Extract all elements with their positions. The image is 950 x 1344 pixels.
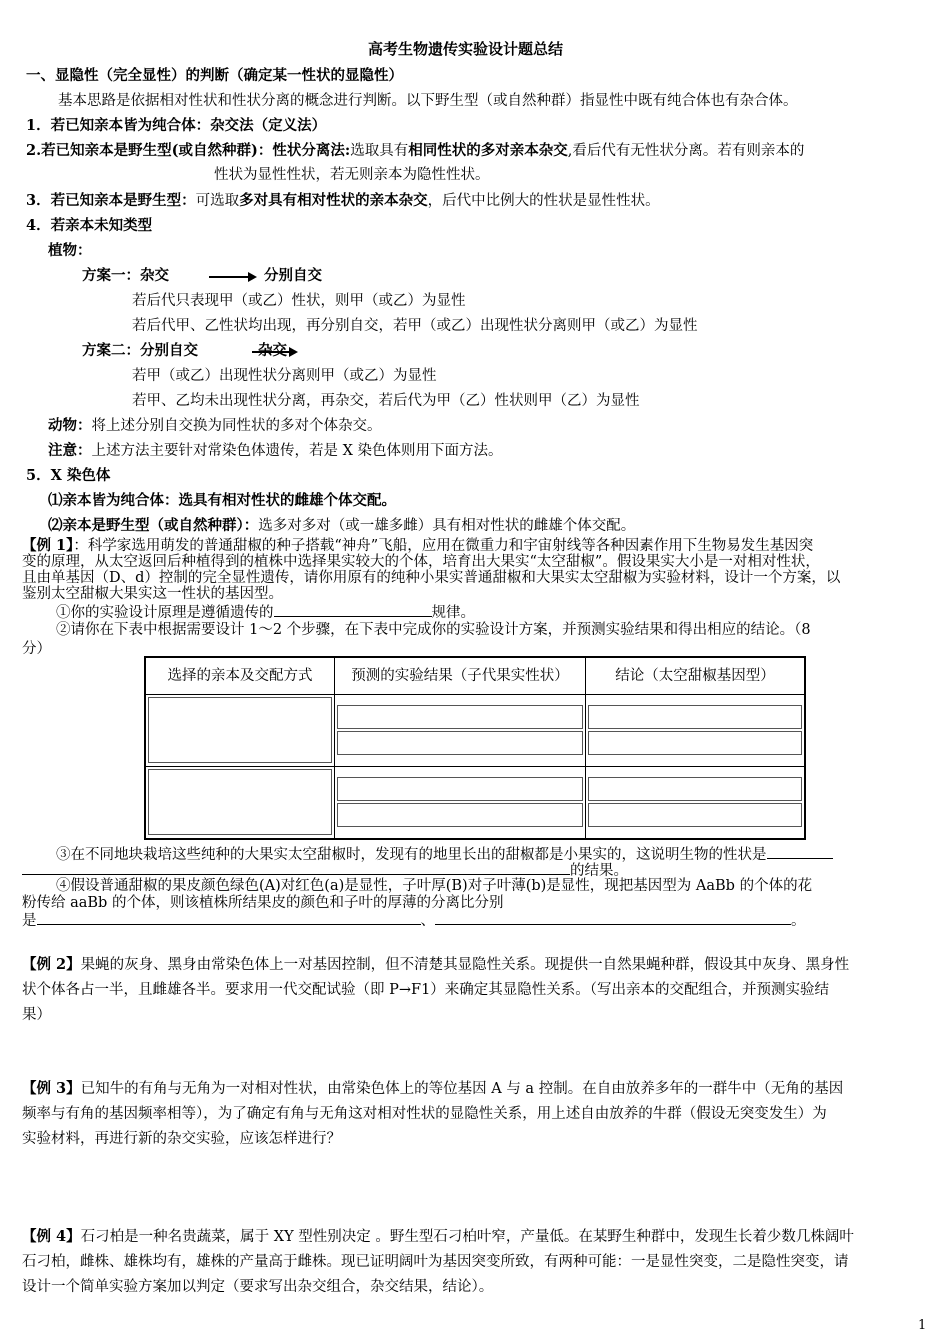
- animal-line: [48, 417, 382, 435]
- table-cell-parents-2[interactable]: [145, 766, 335, 839]
- item-3-text-c: ，后代中比例大的性状是显性性状。: [427, 193, 660, 209]
- example-4-label: 【例 4】: [22, 1228, 81, 1245]
- plan-1-next-step: 分别自交: [264, 267, 322, 284]
- example-1-question-4-line-2: 粉传给 aaBb 的个体，则该植株所结果皮的颜色和子叶的厚薄的分离比分别: [22, 895, 504, 911]
- question-1-text: ①你的实验设计原理是遵循遗传的: [56, 605, 274, 621]
- note-line: [48, 442, 503, 460]
- example-4-line-1: [22, 1228, 854, 1246]
- input-box[interactable]: [337, 731, 583, 755]
- example-1-text-1: ：科学家选用萌发的普通甜椒的种子搭载“神舟”飞船，应用在微重力和宇宙射线等各种因素作用下生物易发生基因突: [73, 538, 814, 554]
- item-2-text-a: 选取具有: [350, 143, 409, 159]
- animal-label: 动物：: [48, 417, 92, 434]
- answer-blank[interactable]: [767, 844, 833, 859]
- table-cell-results-2[interactable]: [335, 766, 586, 839]
- arrow-right-icon: [209, 276, 249, 278]
- example-2-label: 【例 2】: [22, 956, 81, 973]
- item-3-text-b: 多对具有相对性状的亲本杂交: [239, 192, 428, 209]
- question-3-tail: 的结果。: [570, 863, 628, 879]
- item-3: [26, 192, 660, 210]
- question-3-text: ③在不同地块栽培这些纯种的大果实太空甜椒时，发现有的地里长出的甜椒都是小果实的，这说明生物的性状是: [56, 847, 767, 863]
- table-header-parents: 选择的亲本及交配方式: [145, 657, 335, 695]
- table-cell-conclusion-1[interactable]: [586, 695, 806, 767]
- item-5-2-heading: ⑵亲本是野生型（或自然种群）：: [48, 517, 259, 534]
- input-box[interactable]: [337, 803, 583, 827]
- example-1-line-3: 且由单基因（D、d）控制的完全显性遗传，请你用原有的纯种小果实普通甜椒和大果实太空甜椒为实验材料，设计一个方案，以: [22, 570, 841, 586]
- item-2-line-1: [26, 142, 804, 160]
- example-1-question-4: ④假设普通甜椒的果皮颜色绿色(A)对红色(a)是显性，子叶厚(B)对子叶薄(b)是显性，现把基因型为 AaBb 的个体的花: [56, 878, 813, 894]
- example-3-line-1: [22, 1080, 843, 1098]
- item-2-heading: 2.若已知亲本是野生型(或自然种群)：性状分离法:: [26, 142, 351, 159]
- example-3-label: 【例 3】: [22, 1080, 81, 1097]
- item-5-2-text: 选多对多对（或一雄多雌）具有相对性状的雌雄个体交配。: [258, 518, 636, 534]
- table-cell-results-1[interactable]: [335, 695, 586, 767]
- basic-idea-text: 基本思路是依据相对性状和性状分离的概念进行判断。以下野生型（或自然种群）指显性中既有纯合体也有杂合体。: [58, 93, 798, 109]
- answer-blank[interactable]: [37, 910, 421, 925]
- item-2-line-2: 性状为显性性状，若无则亲本为隐性性状。: [214, 167, 490, 183]
- question-4-separator: 、: [420, 913, 435, 929]
- table-header-results: 预测的实验结果（子代果实性状）: [335, 657, 586, 695]
- section-heading-1: 一、显隐性（完全显性）的判断（确定某一性状的显隐性）: [26, 67, 403, 84]
- input-box[interactable]: [588, 731, 802, 755]
- experiment-design-table: [144, 656, 806, 840]
- example-1-line-4: 鉴别太空甜椒大果实这一性状的基因型。: [22, 586, 283, 602]
- example-4-line-2: 石刁柏，雌株、雄株均有，雄株的产量高于雌株。现已证明阔叶为基因突变所致，有两种可能：一是显性突变，二是隐性突变，请: [22, 1254, 849, 1270]
- item-5: 5．X 染色体: [26, 467, 111, 484]
- animal-text: 将上述分别自交换为同性状的多对个体杂交。: [91, 418, 382, 434]
- item-5-2: [48, 517, 635, 535]
- question-1-tail: 规律。: [431, 605, 475, 621]
- example-1-line-2: 变的原理，从太空返回后种植得到的植株中选择果实较大的个体，培育出大果实“太空甜椒”。假设果实大小是一对相对性状，: [22, 554, 820, 570]
- item-1: 1．若已知亲本皆为纯合体：杂交法（定义法）: [26, 117, 327, 134]
- plan-1-result-2: 若后代甲、乙性状均出现，再分别自交，若甲（或乙）出现性状分离则甲（或乙）为显性: [132, 318, 698, 334]
- page-title: 高考生物遗传实验设计题总结: [368, 40, 564, 58]
- example-2-line-2: 状个体各占一半，且雌雄各半。要求用一代交配试验（即 P→F1）来确定其显隐性关系。（写出亲本的交配组合，并预测实验结: [22, 982, 830, 998]
- input-box[interactable]: [337, 705, 583, 729]
- question-4-text: 是: [22, 913, 37, 929]
- example-3-line-2: 频率与有角的基因频率相等），为了确定有角与无角这对相对性状的显隐性关系，用上述自由放养的牛群（假设无突变发生）为: [22, 1106, 827, 1122]
- example-3-text-1: 已知牛的有角与无角为一对相对性状，由常染色体上的等位基因 A 与 a 控制。在自由放养多年的一群牛中（无角的基因: [80, 1081, 844, 1097]
- note-text: 上述方法主要针对常染色体遗传，若是 X 染色体则用下面方法。: [91, 443, 503, 459]
- answer-blank[interactable]: [435, 910, 791, 925]
- table-cell-conclusion-2[interactable]: [586, 766, 806, 839]
- plan-2-next-step: 杂交: [258, 342, 287, 359]
- answer-blank[interactable]: [22, 860, 570, 875]
- item-3-text-a: 可选取: [195, 193, 240, 209]
- plan-1-label: 方案一：杂交: [82, 267, 169, 284]
- input-box[interactable]: [588, 803, 802, 827]
- plan-2-label: 方案二：分别自交: [82, 342, 198, 359]
- input-box[interactable]: [588, 777, 802, 801]
- note-label: 注意：: [48, 442, 92, 459]
- table-header-conclusion: 结论（太空甜椒基因型）: [586, 657, 806, 695]
- example-2-line-3: 果）: [22, 1007, 51, 1023]
- example-2-line-1: [22, 956, 849, 974]
- example-1-question-2: ②请你在下表中根据需要设计 1～2 个步骤，在下表中完成你的实验设计方案，并预测实验结果和得出相应的结论。（8: [56, 622, 811, 638]
- item-2-text-c: ,看后代有无性状分离。若有则亲本的: [567, 143, 805, 159]
- input-box[interactable]: [148, 769, 332, 835]
- page-number: 1: [918, 1318, 927, 1333]
- example-1-question-2-score: 分）: [22, 641, 51, 657]
- input-box[interactable]: [148, 697, 332, 763]
- item-4: 4．若亲本未知类型: [26, 217, 153, 234]
- example-2-text-1: 果蝇的灰身、黑身由常染色体上一对基因控制，但不清楚其显隐性关系。现提供一自然果蝇种群，假设其中灰身、黑身性: [80, 957, 850, 973]
- plan-2-result-2: 若甲、乙均未出现性状分离，再杂交，若后代为甲（乙）性状则甲（乙）为显性: [132, 393, 640, 409]
- question-4-end: 。: [791, 913, 806, 929]
- input-box[interactable]: [588, 705, 802, 729]
- answer-blank[interactable]: [274, 602, 432, 617]
- example-4-line-3: 设计一个简单实验方案加以判定（要求写出杂交组合，杂交结果，结论）。: [22, 1279, 494, 1295]
- input-box[interactable]: [337, 777, 583, 801]
- table-cell-parents-1[interactable]: [145, 695, 335, 767]
- item-3-heading: 3．若已知亲本是野生型：: [26, 192, 196, 209]
- example-4-text-1: 石刁柏是一种名贵蔬菜，属于 XY 型性别决定 。野生型石刁柏叶窄，产量低。在某野生种群中，发现生长着少数几株阔叶: [80, 1229, 854, 1245]
- example-1-label: 【例 1】: [22, 537, 74, 554]
- item-2-text-b: 相同性状的多对亲本杂交: [408, 142, 568, 159]
- example-1-question-1: [56, 602, 475, 622]
- plant-label: 植物：: [48, 242, 92, 259]
- item-5-1: ⑴亲本皆为纯合体：选具有相对性状的雌雄个体交配。: [48, 492, 396, 509]
- plan-1-result-1: 若后代只表现甲（或乙）性状，则甲（或乙）为显性: [132, 293, 466, 309]
- plan-2-result-1: 若甲（或乙）出现性状分离则甲（或乙）为显性: [132, 368, 437, 384]
- example-3-line-3: 实验材料，再进行新的杂交实验，应该怎样进行？: [22, 1131, 341, 1147]
- example-1-question-4-line-3: [22, 910, 806, 930]
